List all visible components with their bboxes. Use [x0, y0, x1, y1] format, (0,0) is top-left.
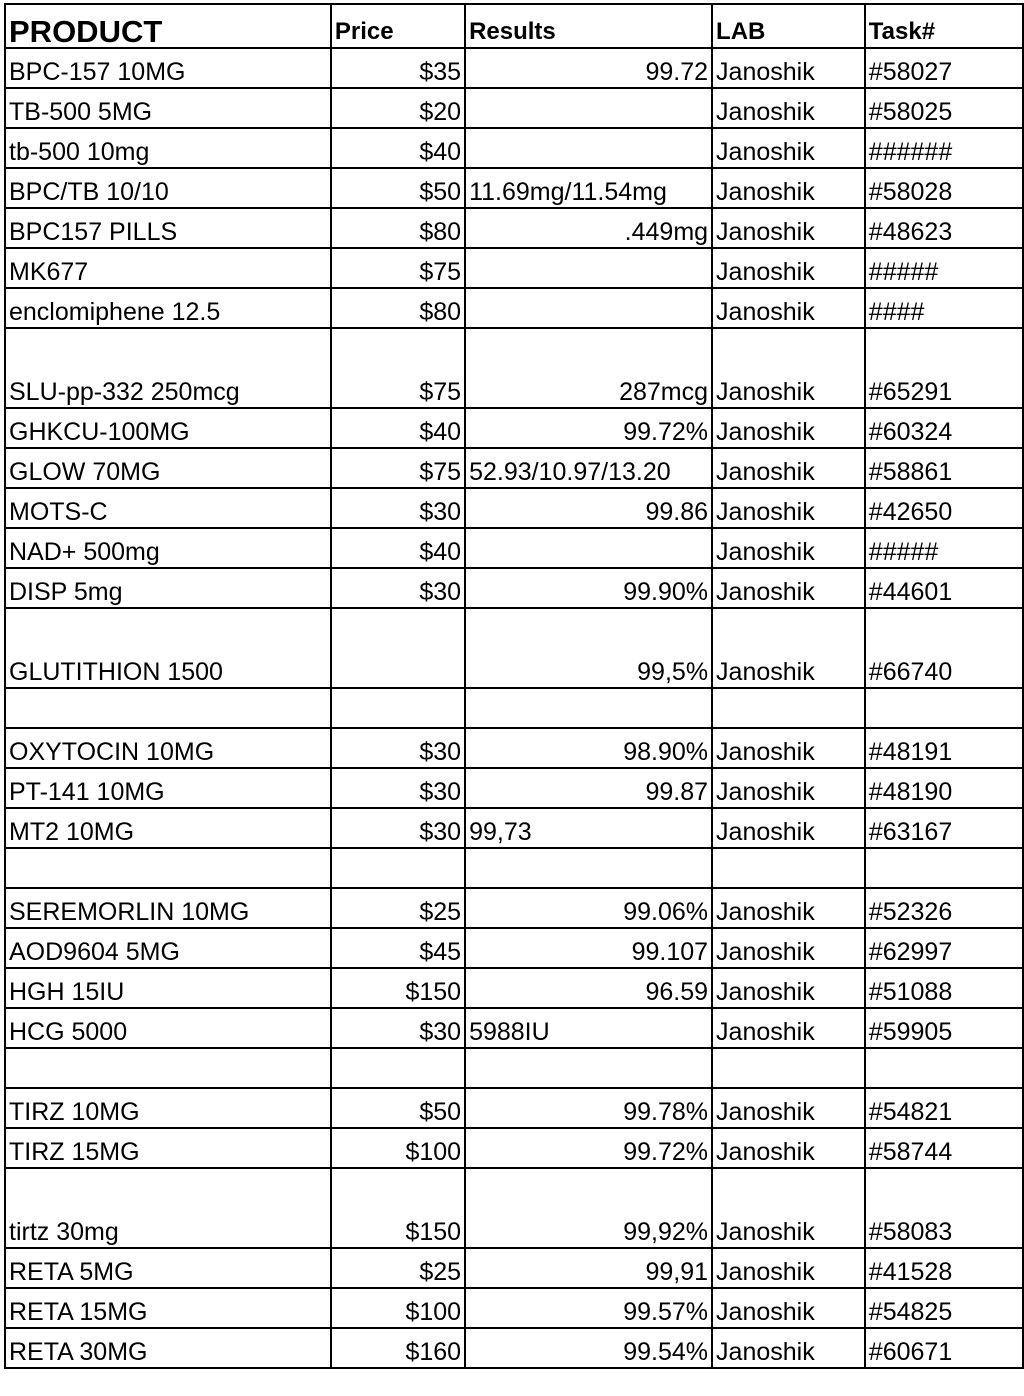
lab-cell: Janoshik [712, 448, 865, 488]
table-row [5, 1088, 1023, 1128]
table-row [5, 288, 1023, 328]
product-cell: SEREMORLIN 10MG [5, 888, 331, 928]
table-row [5, 1128, 1023, 1168]
lab-cell: Janoshik [712, 48, 865, 88]
table-row [5, 888, 1023, 928]
result-cell: 99.72% [465, 1128, 712, 1168]
table-row [5, 1248, 1023, 1288]
product-cell: NAD+ 500mg [5, 528, 331, 568]
result-cell: 99.90% [465, 568, 712, 608]
product-cell: tb-500 10mg [5, 128, 331, 168]
table-row [5, 88, 1023, 128]
lab-cell: Janoshik [712, 328, 865, 408]
lab-cell: Janoshik [712, 1088, 865, 1128]
product-cell: GHKCU-100MG [5, 408, 331, 448]
table-row [5, 848, 1023, 888]
result-cell: 99.87 [465, 768, 712, 808]
task-cell: #48190 [865, 768, 1023, 808]
lab-cell: Janoshik [712, 728, 865, 768]
lab-cell: Janoshik [712, 1008, 865, 1048]
task-cell: #63167 [865, 808, 1023, 848]
lab-cell [712, 1048, 865, 1088]
lab-cell: Janoshik [712, 888, 865, 928]
product-cell [5, 688, 331, 728]
table-row [5, 728, 1023, 768]
task-cell: #41528 [865, 1248, 1023, 1288]
task-cell: #48623 [865, 208, 1023, 248]
lab-cell: Janoshik [712, 168, 865, 208]
price-cell: $45 [331, 928, 465, 968]
product-cell: OXYTOCIN 10MG [5, 728, 331, 768]
table-row [5, 968, 1023, 1008]
product-cell: BPC157 PILLS [5, 208, 331, 248]
result-cell: 52.93/10.97/13.20 [465, 448, 712, 488]
product-cell: DISP 5mg [5, 568, 331, 608]
task-cell: #48191 [865, 728, 1023, 768]
result-cell: 11.69mg/11.54mg [465, 168, 712, 208]
table-row [5, 1048, 1023, 1088]
product-cell: enclomiphene 12.5 [5, 288, 331, 328]
price-cell: $30 [331, 728, 465, 768]
task-cell: #58027 [865, 48, 1023, 88]
price-cell: $80 [331, 208, 465, 248]
result-cell [465, 88, 712, 128]
task-cell: #58744 [865, 1128, 1023, 1168]
product-cell: AOD9604 5MG [5, 928, 331, 968]
table-row [5, 568, 1023, 608]
result-cell: 99,5% [465, 608, 712, 688]
table-row [5, 1288, 1023, 1328]
price-cell: $150 [331, 1168, 465, 1248]
task-cell: #52326 [865, 888, 1023, 928]
task-cell: ##### [865, 248, 1023, 288]
result-cell: 98.90% [465, 728, 712, 768]
price-cell: $35 [331, 48, 465, 88]
table-row [5, 768, 1023, 808]
task-cell: #58083 [865, 1168, 1023, 1248]
task-cell: #60671 [865, 1328, 1023, 1368]
price-cell: $30 [331, 1008, 465, 1048]
header-lab: LAB [712, 4, 865, 48]
task-cell: #66740 [865, 608, 1023, 688]
header-product: PRODUCT [5, 4, 331, 48]
result-cell [465, 848, 712, 888]
result-cell [465, 128, 712, 168]
price-cell: $20 [331, 88, 465, 128]
price-results-table [4, 3, 1024, 1369]
lab-cell: Janoshik [712, 808, 865, 848]
result-cell: 99.107 [465, 928, 712, 968]
result-cell [465, 248, 712, 288]
task-cell: #44601 [865, 568, 1023, 608]
price-cell: $75 [331, 448, 465, 488]
task-cell [865, 848, 1023, 888]
result-cell [465, 1048, 712, 1088]
task-cell: #54825 [865, 1288, 1023, 1328]
result-cell [465, 288, 712, 328]
table-row [5, 808, 1023, 848]
task-cell: ###### [865, 128, 1023, 168]
table-row [5, 208, 1023, 248]
table-row [5, 48, 1023, 88]
result-cell: 287mcg [465, 328, 712, 408]
table-row [5, 928, 1023, 968]
price-cell: $30 [331, 568, 465, 608]
table-row [5, 448, 1023, 488]
product-cell: TIRZ 10MG [5, 1088, 331, 1128]
header-results: Results [465, 4, 712, 48]
price-cell: $50 [331, 1088, 465, 1128]
table-row [5, 408, 1023, 448]
result-cell: 96.59 [465, 968, 712, 1008]
task-cell: #42650 [865, 488, 1023, 528]
product-cell: TB-500 5MG [5, 88, 331, 128]
product-cell: BPC-157 10MG [5, 48, 331, 88]
task-cell: #58861 [865, 448, 1023, 488]
lab-cell: Janoshik [712, 88, 865, 128]
table-row [5, 528, 1023, 568]
result-cell [465, 528, 712, 568]
product-cell: HGH 15IU [5, 968, 331, 1008]
price-cell [331, 848, 465, 888]
lab-cell: Janoshik [712, 1288, 865, 1328]
price-cell: $100 [331, 1288, 465, 1328]
price-cell: $25 [331, 1248, 465, 1288]
table-row [5, 328, 1023, 408]
lab-cell: Janoshik [712, 248, 865, 288]
result-cell: 99,91 [465, 1248, 712, 1288]
price-cell: $160 [331, 1328, 465, 1368]
table-body [5, 48, 1023, 1368]
lab-cell: Janoshik [712, 128, 865, 168]
task-cell [865, 1048, 1023, 1088]
lab-cell: Janoshik [712, 1328, 865, 1368]
price-cell: $30 [331, 768, 465, 808]
task-cell: #54821 [865, 1088, 1023, 1128]
lab-cell: Janoshik [712, 968, 865, 1008]
header-row [5, 4, 1023, 48]
lab-cell [712, 688, 865, 728]
table-row [5, 168, 1023, 208]
table-row [5, 128, 1023, 168]
task-cell: #59905 [865, 1008, 1023, 1048]
price-cell: $25 [331, 888, 465, 928]
price-cell: $80 [331, 288, 465, 328]
lab-cell: Janoshik [712, 488, 865, 528]
product-cell: PT-141 10MG [5, 768, 331, 808]
product-cell [5, 848, 331, 888]
task-cell [865, 688, 1023, 728]
product-cell [5, 1048, 331, 1088]
lab-cell: Janoshik [712, 1168, 865, 1248]
task-cell: #58025 [865, 88, 1023, 128]
table-row [5, 688, 1023, 728]
table-row [5, 1168, 1023, 1248]
product-cell: GLOW 70MG [5, 448, 331, 488]
table-row [5, 1008, 1023, 1048]
product-cell: MK677 [5, 248, 331, 288]
table-row [5, 1328, 1023, 1368]
lab-cell: Janoshik [712, 1128, 865, 1168]
product-cell: MOTS-C [5, 488, 331, 528]
lab-cell: Janoshik [712, 568, 865, 608]
result-cell: 99.06% [465, 888, 712, 928]
lab-cell [712, 848, 865, 888]
price-cell: $30 [331, 808, 465, 848]
task-cell: #51088 [865, 968, 1023, 1008]
task-cell: #60324 [865, 408, 1023, 448]
task-cell: ##### [865, 528, 1023, 568]
lab-cell: Janoshik [712, 208, 865, 248]
price-cell: $40 [331, 408, 465, 448]
result-cell: 99,73 [465, 808, 712, 848]
result-cell: 99,92% [465, 1168, 712, 1248]
header-task: Task# [865, 4, 1023, 48]
result-cell: 99.54% [465, 1328, 712, 1368]
price-cell [331, 608, 465, 688]
product-cell: GLUTITHION 1500 [5, 608, 331, 688]
lab-cell: Janoshik [712, 608, 865, 688]
lab-cell: Janoshik [712, 408, 865, 448]
result-cell: 99.72 [465, 48, 712, 88]
lab-cell: Janoshik [712, 528, 865, 568]
result-cell: .449mg [465, 208, 712, 248]
result-cell: 5988IU [465, 1008, 712, 1048]
product-cell: RETA 15MG [5, 1288, 331, 1328]
product-cell: MT2 10MG [5, 808, 331, 848]
result-cell: 99.57% [465, 1288, 712, 1328]
lab-cell: Janoshik [712, 1248, 865, 1288]
price-cell [331, 688, 465, 728]
product-cell: tirtz 30mg [5, 1168, 331, 1248]
price-cell [331, 1048, 465, 1088]
price-cell: $40 [331, 528, 465, 568]
price-cell: $100 [331, 1128, 465, 1168]
price-cell: $40 [331, 128, 465, 168]
lab-cell: Janoshik [712, 288, 865, 328]
table-row [5, 608, 1023, 688]
table-row [5, 248, 1023, 288]
product-cell: RETA 5MG [5, 1248, 331, 1288]
table-row [5, 488, 1023, 528]
product-cell: HCG 5000 [5, 1008, 331, 1048]
result-cell: 99.78% [465, 1088, 712, 1128]
result-cell [465, 688, 712, 728]
lab-cell: Janoshik [712, 928, 865, 968]
price-cell: $50 [331, 168, 465, 208]
header-price: Price [331, 4, 465, 48]
lab-cell: Janoshik [712, 768, 865, 808]
product-cell: TIRZ 15MG [5, 1128, 331, 1168]
task-cell: #65291 [865, 328, 1023, 408]
result-cell: 99.72% [465, 408, 712, 448]
task-cell: #58028 [865, 168, 1023, 208]
result-cell: 99.86 [465, 488, 712, 528]
price-cell: $30 [331, 488, 465, 528]
product-cell: SLU-pp-332 250mcg [5, 328, 331, 408]
product-cell: BPC/TB 10/10 [5, 168, 331, 208]
price-cell: $150 [331, 968, 465, 1008]
product-cell: RETA 30MG [5, 1328, 331, 1368]
price-cell: $75 [331, 248, 465, 288]
price-cell: $75 [331, 328, 465, 408]
task-cell: #62997 [865, 928, 1023, 968]
task-cell: #### [865, 288, 1023, 328]
